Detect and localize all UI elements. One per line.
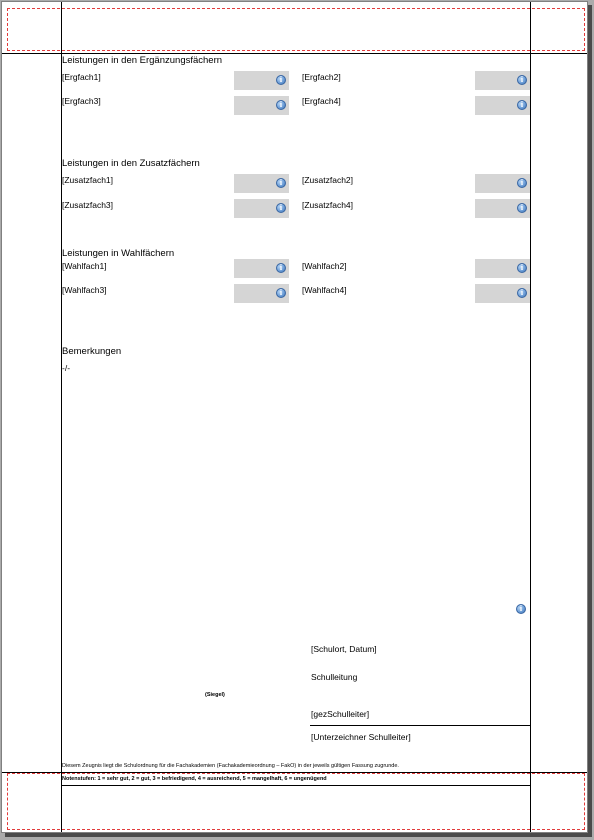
info-icon[interactable]: [276, 75, 286, 85]
zusatz-heading: Leistungen in den Zusatzfächern: [62, 158, 200, 169]
info-icon[interactable]: [276, 263, 286, 273]
report-page: [1, 1, 588, 833]
info-icon[interactable]: [517, 178, 527, 188]
info-icon[interactable]: [517, 203, 527, 213]
grade-field-zusatzfach1[interactable]: [234, 174, 289, 193]
left-margin-line: [61, 2, 62, 832]
subject-zusatzfach2: [Zusatzfach2]: [302, 175, 354, 185]
grade-field-wahlfach3[interactable]: [234, 284, 289, 303]
subject-zusatzfach4: [Zusatzfach4]: [302, 200, 354, 210]
place-date: [Schulort, Datum]: [311, 644, 377, 654]
info-icon[interactable]: [516, 604, 526, 614]
grade-field-wahlfach1[interactable]: [234, 259, 289, 278]
subject-ergfach1: [Ergfach1]: [62, 72, 101, 82]
right-margin-line: [530, 2, 531, 832]
subject-ergfach4: [Ergfach4]: [302, 96, 341, 106]
info-icon[interactable]: [276, 178, 286, 188]
wahl-heading: Leistungen in Wahlfächern: [62, 248, 175, 259]
header-region[interactable]: [7, 8, 585, 51]
subject-ergfach3: [Ergfach3]: [62, 96, 101, 106]
info-icon[interactable]: [517, 75, 527, 85]
grade-field-ergfach2[interactable]: [475, 71, 530, 90]
seal-label: (Siegel): [205, 692, 225, 698]
header-divider: [2, 53, 587, 54]
signature-role: Schulleitung: [311, 672, 358, 682]
info-icon[interactable]: [276, 100, 286, 110]
ergaenzung-heading: Leistungen in den Ergänzungsfächern: [62, 55, 223, 66]
grade-field-ergfach3[interactable]: [234, 96, 289, 115]
signed-by: [gezSchulleiter]: [311, 709, 370, 719]
grade-field-ergfach1[interactable]: [234, 71, 289, 90]
signer-name: [Unterzeichner Schulleiter]: [311, 732, 411, 742]
remarks-text[interactable]: -/-: [62, 363, 71, 373]
subject-wahlfach1: [Wahlfach1]: [62, 261, 107, 271]
grade-field-wahlfach4[interactable]: [475, 284, 530, 303]
subject-zusatzfach3: [Zusatzfach3]: [62, 200, 114, 210]
subject-zusatzfach1: [Zusatzfach1]: [62, 175, 114, 185]
subject-wahlfach4: [Wahlfach4]: [302, 285, 347, 295]
page-shadow-bottom: [5, 833, 592, 837]
remarks-heading: Bemerkungen: [62, 346, 122, 357]
info-icon[interactable]: [517, 263, 527, 273]
info-icon[interactable]: [276, 203, 286, 213]
grade-field-ergfach4[interactable]: [475, 96, 530, 115]
subject-ergfach2: [Ergfach2]: [302, 72, 341, 82]
grade-field-zusatzfach2[interactable]: [475, 174, 530, 193]
signature-line: [310, 725, 531, 726]
subject-wahlfach2: [Wahlfach2]: [302, 261, 347, 271]
grade-field-zusatzfach3[interactable]: [234, 199, 289, 218]
page-shadow-right: [588, 5, 592, 836]
grade-field-zusatzfach4[interactable]: [475, 199, 530, 218]
grade-scale-note: Notenstufen: 1 = sehr gut, 2 = gut, 3 = befriedigend, 4 = ausreichend, 5 = mangelhaft, 6 = ungenügend: [62, 776, 327, 782]
grade-field-wahlfach2[interactable]: [475, 259, 530, 278]
info-icon[interactable]: [517, 288, 527, 298]
legal-basis-note: Diesem Zeugnis liegt die Schulordnung für die Fachakademien (Fachakademieordnung – FakO) in der jeweils gültigen Fassung zugrunde.: [62, 763, 399, 769]
info-icon[interactable]: [517, 100, 527, 110]
info-icon[interactable]: [276, 288, 286, 298]
subject-wahlfach3: [Wahlfach3]: [62, 285, 107, 295]
